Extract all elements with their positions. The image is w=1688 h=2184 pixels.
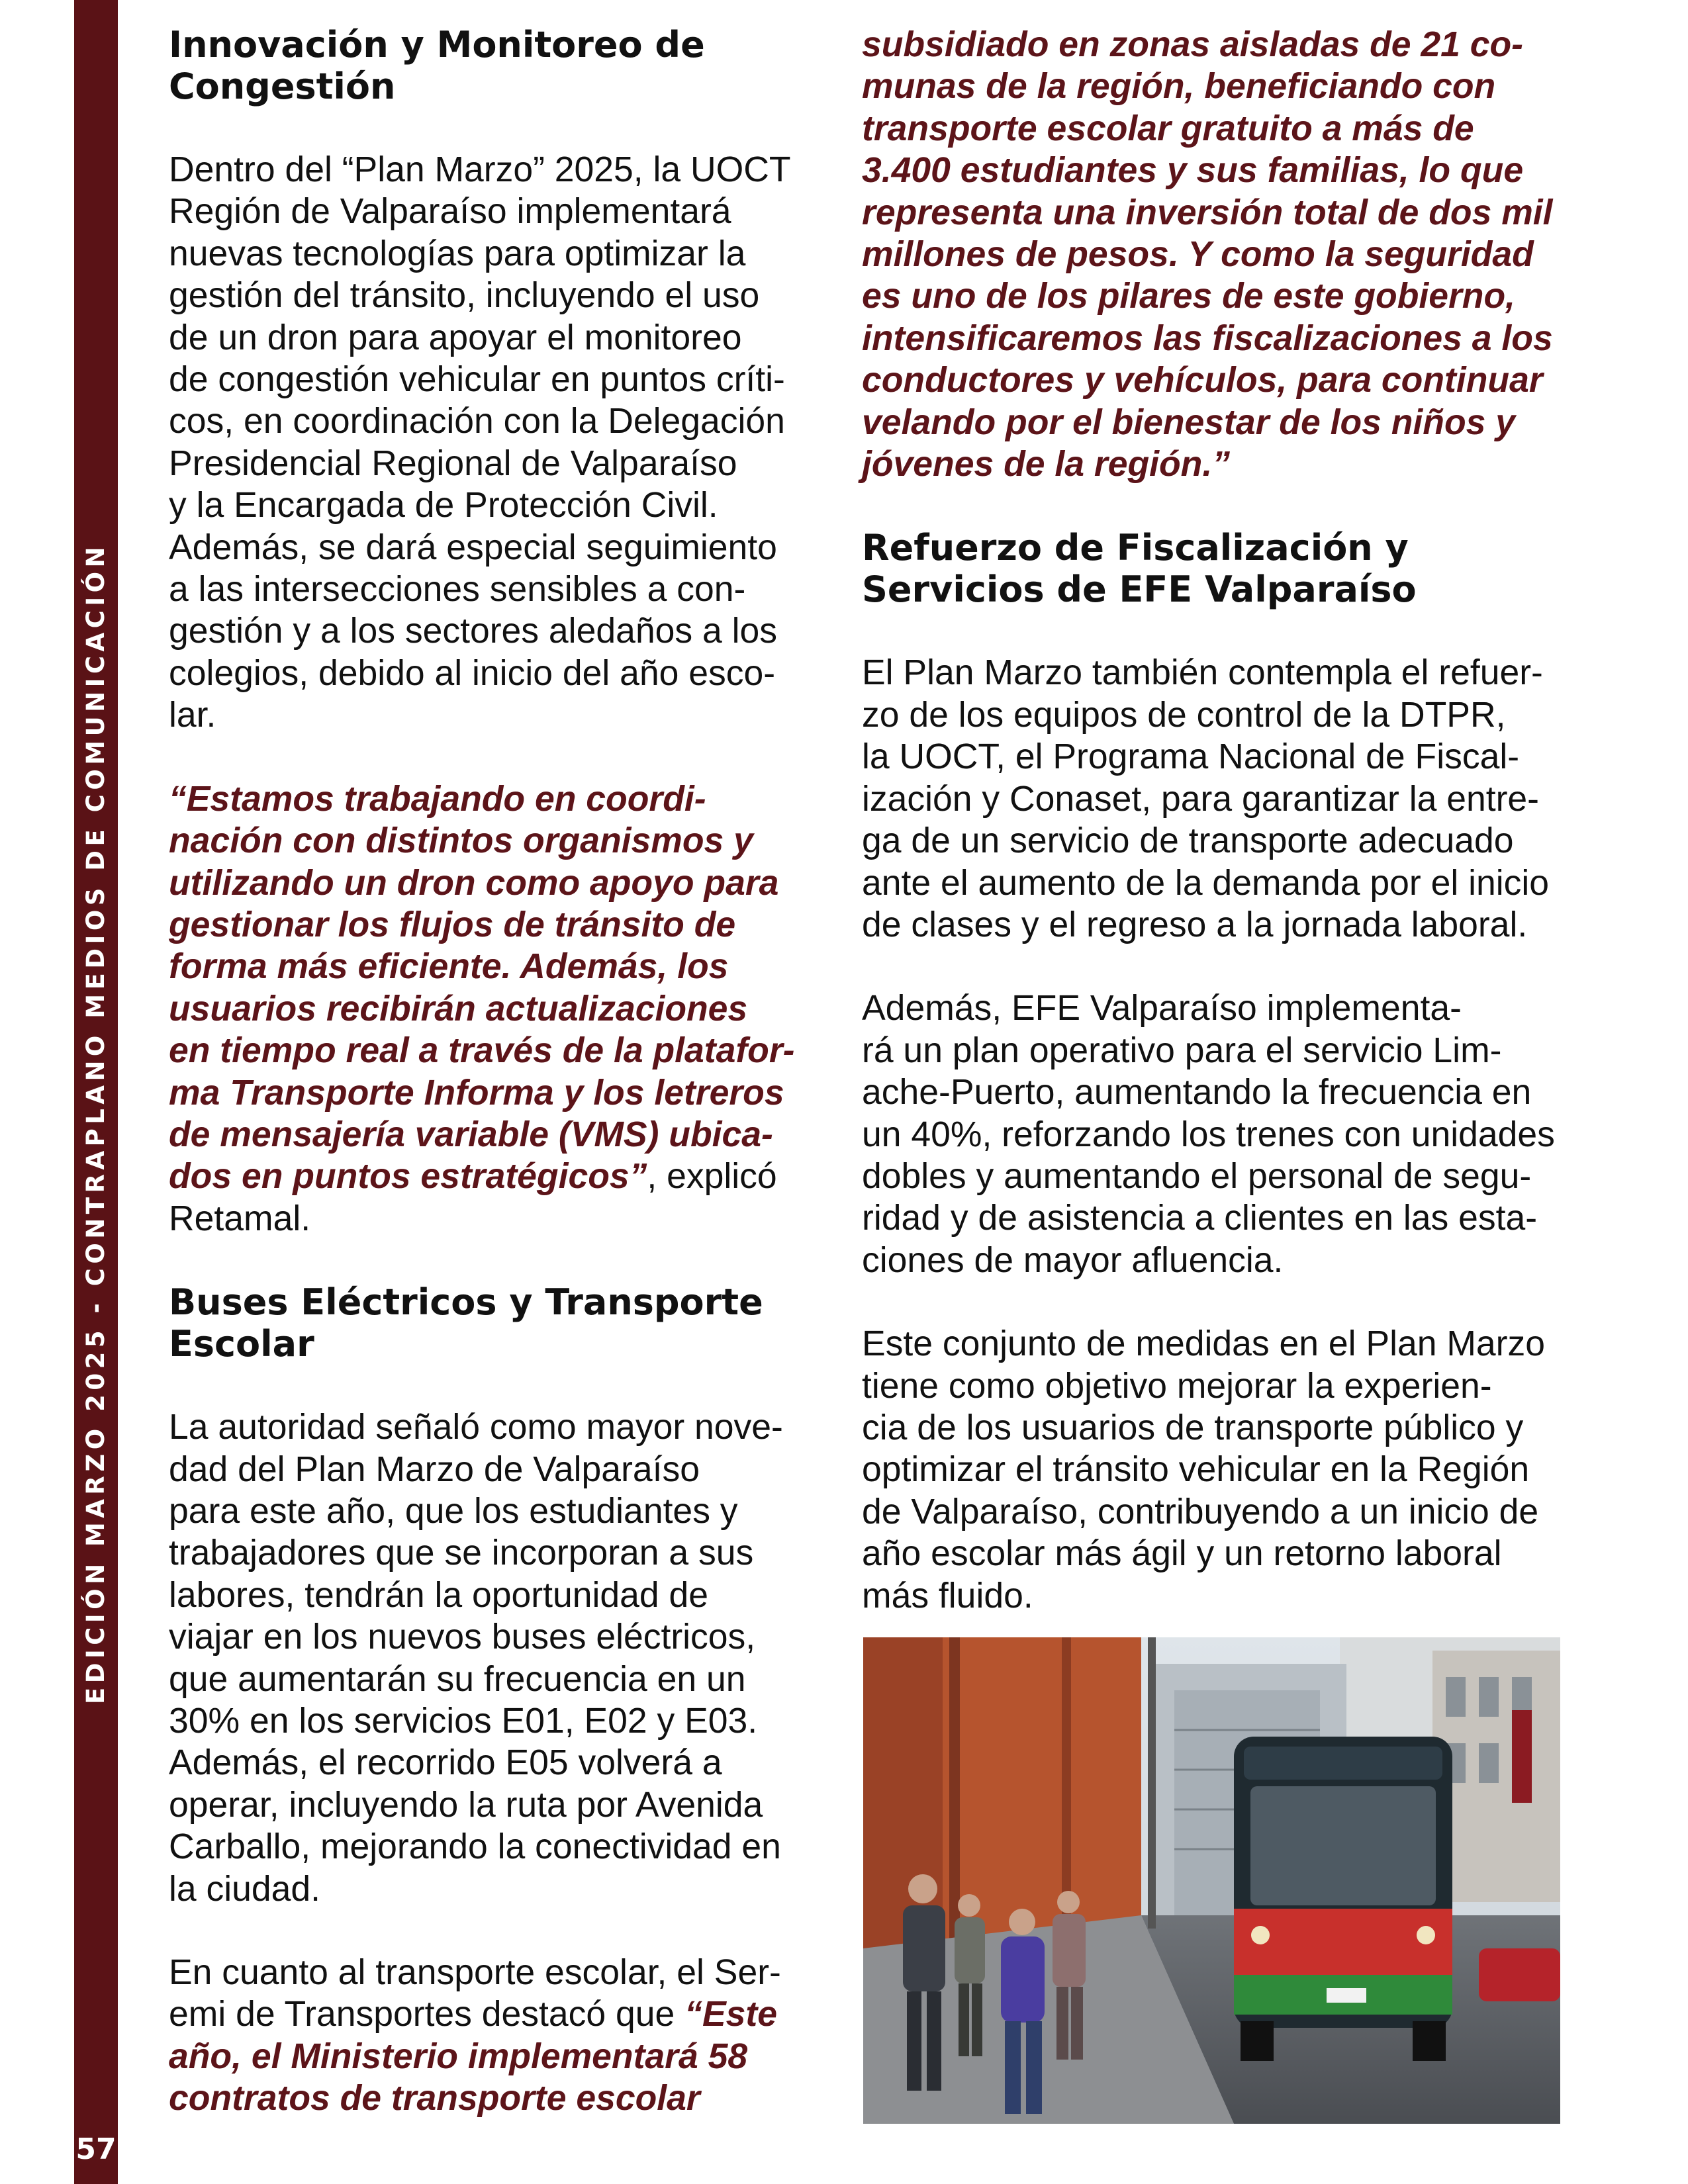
text-line: contratos de transporte escolar <box>169 2079 700 2118</box>
text-line: conductores y vehículos, para continuar <box>862 361 1543 400</box>
text-line: de un dron para apoyar el monitoreo <box>169 318 742 357</box>
edition-label: EDICIÓN MARZO 2025 - CONTRAPLANO MEDIOS DE COMUNICACIÓN <box>81 542 110 1704</box>
quote-retamal: “Estamos trabajando en coordi- nación con distintos organismos y utilizando un dron como apoyo para gestionar los flujos de tránsito de forma más eficiente. Además, los usuarios recibirán actualizaciones en tiempo real a través de la platafor- ma Transporte Informa y los letreros de mensajería variable (VMS) ubica- dos en puntos estratégicos”, explicó Retamal. <box>169 779 795 1238</box>
text-line: de mensajería variable (VMS) ubica- <box>169 1115 773 1154</box>
text-line: labores, tendrán la oportunidad de <box>169 1575 708 1615</box>
text-line: colegios, debido al inicio del año esco- <box>169 653 776 693</box>
paragraph-refuerzo <box>862 652 1597 946</box>
text-line: y la Encargada de Protección Civil. <box>169 486 718 525</box>
text-line: jóvenes de la región.” <box>862 445 1230 484</box>
text-line: transporte escolar gratuito a más de <box>862 109 1474 148</box>
text-line: La autoridad señaló como mayor nove- <box>169 1408 783 1447</box>
text-line: ache-Puerto, aumentando la frecuencia en <box>862 1073 1532 1113</box>
text-line: optimizar el tránsito vehicular en la Región <box>862 1450 1530 1490</box>
paragraph-buses-electricos <box>169 1406 834 1910</box>
page-number: 57 <box>74 2115 118 2184</box>
right-column <box>862 24 1597 1617</box>
text-line: Este conjunto de medidas en el Plan Marzo <box>862 1324 1545 1364</box>
left-column <box>169 24 834 2120</box>
text-line: dobles y aumentando el personal de segu- <box>862 1156 1532 1196</box>
text-line: Además, EFE Valparaíso implementa- <box>862 989 1462 1028</box>
text-line: Presidencial Regional de Valparaíso <box>169 443 737 483</box>
text-line: ciones de mayor afluencia. <box>862 1240 1284 1280</box>
text-line: munas de la región, beneficiando con <box>862 67 1496 107</box>
text-line: tiene como objetivo mejorar la experien- <box>862 1366 1492 1406</box>
text-line: El Plan Marzo también contempla el refuer- <box>862 653 1543 693</box>
text-line: ma Transporte Informa y los letreros <box>169 1073 784 1113</box>
text-line: gestión del tránsito, incluyendo el uso <box>169 276 760 316</box>
text-line: cos, en coordinación con la Delegación <box>169 402 785 441</box>
text-line: Además, se dará especial seguimiento <box>169 527 777 567</box>
text-line: de congestión vehicular en puntos críti- <box>169 360 785 400</box>
text-line: que aumentarán su frecuencia en un <box>169 1659 746 1699</box>
heading-buses: Buses Eléctricos y Transporte Escolar <box>169 1281 763 1365</box>
text-line: cia de los usuarios de transporte público y <box>862 1408 1524 1447</box>
text-line: usuarios recibirán actualizaciones <box>169 989 748 1028</box>
quote-continuation <box>862 24 1597 485</box>
text-line: año, el Ministerio implementará 58 <box>169 2036 748 2076</box>
bus-street-photo <box>863 1637 1560 2124</box>
text-line: a las intersecciones sensibles a con- <box>169 570 746 610</box>
text-line: intensificaremos las fiscalizaciones a los <box>862 318 1553 358</box>
heading-fiscalizacion: Refuerzo de Fiscalización y Servicios de EFE Valparaíso <box>862 527 1417 611</box>
text-line: dos en puntos estratégicos” <box>169 1157 647 1197</box>
text-line: Región de Valparaíso implementará <box>169 192 731 232</box>
text-line: ridad y de asistencia a clientes en las esta- <box>862 1199 1538 1238</box>
text-line: gestión y a los sectores aledaños a los <box>169 612 777 651</box>
text-line: Dentro del “Plan Marzo” 2025, la UOCT <box>169 150 791 189</box>
text-line: en tiempo real a través de la platafor- <box>169 1031 795 1071</box>
text-line: representa una inversión total de dos mil <box>862 193 1553 232</box>
heading-innovacion: Innovación y Monitoreo de Congestión <box>169 24 705 107</box>
text-line: gestionar los flujos de tránsito de <box>169 905 736 944</box>
text-line: año escolar más ágil y un retorno laboral <box>862 1534 1502 1574</box>
text-line: millones de pesos. Y como la seguridad <box>862 235 1534 275</box>
text-line: Carballo, mejorando la conectividad en <box>169 1827 781 1867</box>
paragraph-transporte-escolar: En cuanto al transporte escolar, el Ser- emi de Transportes destacó que “Este año, el Ministerio implementará 58 contratos de transporte escolar <box>169 1953 781 2118</box>
text-line: para este año, que los estudiantes y <box>169 1491 738 1531</box>
text-line: lar. <box>169 696 216 735</box>
text-line: rá un plan operativo para el servicio Lim- <box>862 1030 1502 1070</box>
text-line: forma más eficiente. Además, los <box>169 947 729 987</box>
text-line: de clases y el regreso a la jornada laboral. <box>862 905 1528 944</box>
text-line: la UOCT, el Programa Nacional de Fiscal- <box>862 737 1520 777</box>
paragraph-conclusion <box>862 1323 1597 1617</box>
text-line: es uno de los pilares de este gobierno, <box>862 277 1516 316</box>
text-line: velando por el bienestar de los niños y <box>862 402 1516 442</box>
text-line: Además, el recorrido E05 volverá a <box>169 1743 722 1783</box>
text-line: “Estamos trabajando en coordi- <box>169 779 706 819</box>
text-line: viajar en los nuevos buses eléctricos, <box>169 1617 756 1657</box>
text-line: subsidiado en zonas aisladas de 21 co- <box>862 25 1523 64</box>
text-line: dad del Plan Marzo de Valparaíso <box>169 1449 700 1489</box>
text-line: utilizando un dron como apoyo para <box>169 863 779 903</box>
paragraph-plan-marzo <box>169 149 834 737</box>
text-line: nuevas tecnologías para optimizar la <box>169 234 746 273</box>
text-line: ga de un servicio de transporte adecuado <box>862 821 1514 861</box>
text-line: ante el aumento de la demanda por el inicio <box>862 863 1549 903</box>
text-line: de Valparaíso, contribuyendo a un inicio de <box>862 1492 1539 1531</box>
text-line: más fluido. <box>862 1576 1033 1615</box>
paragraph-efe <box>862 987 1597 1281</box>
text-line: ización y Conaset, para garantizar la entre- <box>862 779 1539 819</box>
text-line: nación con distintos organismos y <box>169 821 753 861</box>
text-line: un 40%, reforzando los trenes con unidades <box>862 1115 1555 1154</box>
text-line: operar, incluyendo la ruta por Avenida <box>169 1785 763 1825</box>
text-line: 30% en los servicios E01, E02 y E03. <box>169 1702 758 1741</box>
text-line: trabajadores que se incorporan a sus <box>169 1533 754 1573</box>
text-line: la ciudad. <box>169 1869 321 1909</box>
text-line: 3.400 estudiantes y sus familias, lo que <box>862 151 1524 191</box>
text-line: zo de los equipos de control de la DTPR, <box>862 695 1506 735</box>
